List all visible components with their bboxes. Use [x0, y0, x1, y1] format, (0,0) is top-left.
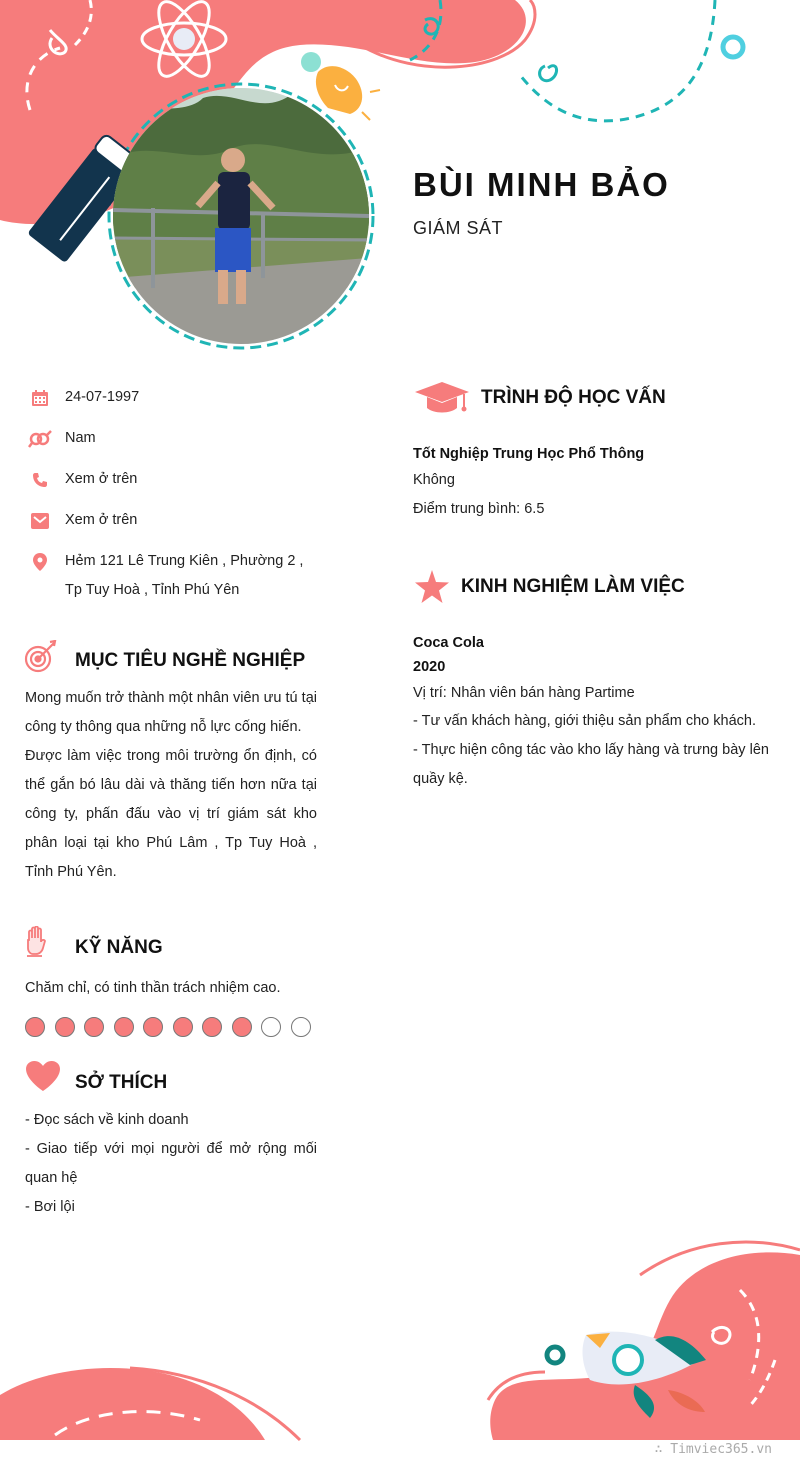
- gender-row: [30, 429, 96, 453]
- experience-company: Coca Cola: [413, 635, 484, 651]
- address-line-1: Hẻm 121 Lê Trung Kiên , Phường 2 ,: [65, 553, 304, 569]
- experience-duties: [413, 707, 769, 794]
- experience-title: KINH NGHIỆM LÀM VIỆC: [461, 576, 685, 597]
- skill-dot-filled: [232, 1017, 252, 1037]
- skill-dot-filled: [55, 1017, 75, 1037]
- email-value: Xem ở trên: [65, 512, 138, 528]
- education-school: Tốt Nghiệp Trung Học Phổ Thông: [413, 446, 645, 462]
- objective-title: MỤC TIÊU NGHỀ NGHIỆP: [75, 650, 306, 671]
- heart-icon: [25, 1060, 61, 1097]
- skill-dot-filled: [173, 1017, 193, 1037]
- skill-dot-filled: [25, 1017, 45, 1037]
- gender-icon: [28, 429, 52, 449]
- calendar-icon: [30, 388, 50, 408]
- skills-description: Chăm chỉ, có tinh thần trách nhiệm cao.: [25, 980, 281, 996]
- experience-year: 2020: [413, 659, 446, 675]
- hobby-item: - Đọc sách về kinh doanh: [25, 1112, 189, 1128]
- education-major: Không: [413, 472, 455, 488]
- hobby-item: - Bơi lội: [25, 1199, 75, 1215]
- candidate-position: GIÁM SÁT: [413, 218, 504, 238]
- skill-dot-filled: [202, 1017, 222, 1037]
- skill-dot-empty: [261, 1017, 281, 1037]
- experience-duty-2: - Thực hiện công tác vào kho lấy hàng và trưng bày lên quầy kệ.: [413, 742, 769, 787]
- skills-title: KỸ NĂNG: [75, 937, 163, 958]
- location-icon: [30, 552, 50, 572]
- experience-role: Vị trí: Nhân viên bán hàng Partime: [413, 685, 635, 701]
- candidate-name: BÙI MINH BẢO: [413, 166, 670, 203]
- graduation-cap-icon: [414, 380, 470, 419]
- gender-value: Nam: [65, 430, 96, 446]
- email-row: [30, 511, 137, 535]
- address-row: [30, 552, 303, 605]
- objective-paragraph-1: Mong muốn trở thành một nhân viên ưu tú tại công ty thông qua những nỗ lực cống hiến.: [25, 690, 317, 735]
- mail-icon: [30, 511, 50, 531]
- skill-dot-empty: [291, 1017, 311, 1037]
- hobbies-title: SỞ THÍCH: [75, 1072, 168, 1093]
- address-value: [65, 547, 303, 605]
- hand-icon: [24, 926, 48, 963]
- avatar: [113, 88, 369, 344]
- phone-icon: [30, 470, 50, 490]
- skill-dot-filled: [84, 1017, 104, 1037]
- objective-text: [25, 684, 317, 887]
- hobbies-list: [25, 1106, 317, 1222]
- skill-rating: [25, 1017, 320, 1037]
- experience-duty-1: - Tư vấn khách hàng, giới thiệu sản phẩm cho khách.: [413, 713, 756, 729]
- address-line-2: Tp Tuy Hoà , Tỉnh Phú Yên: [65, 582, 240, 598]
- phone-value: Xem ở trên: [65, 471, 138, 487]
- watermark: ∴ Timviec365.vn: [654, 1442, 772, 1457]
- education-gpa: Điểm trung bình: 6.5: [413, 501, 545, 517]
- birthday-value: 24-07-1997: [65, 389, 140, 405]
- birthday-row: [30, 388, 139, 412]
- education-title: TRÌNH ĐỘ HỌC VẤN: [481, 387, 666, 408]
- objective-paragraph-2: Được làm việc trong môi trường ổn định, có thể gắn bó lâu dài và thăng tiến hơn nữa tại công ty, phấn đấu vào vị trí giám sát kho phân loại tại kho Phú Lâm , Tp Tuy Hoà , Tỉnh Phú Yên.: [25, 748, 317, 880]
- hobby-item: - Giao tiếp với mọi người để mở rộng mối quan hệ: [25, 1141, 317, 1186]
- skill-dot-filled: [143, 1017, 163, 1037]
- star-icon: [415, 570, 449, 608]
- phone-row: [30, 470, 137, 494]
- skill-dot-filled: [114, 1017, 134, 1037]
- target-icon: [24, 640, 58, 679]
